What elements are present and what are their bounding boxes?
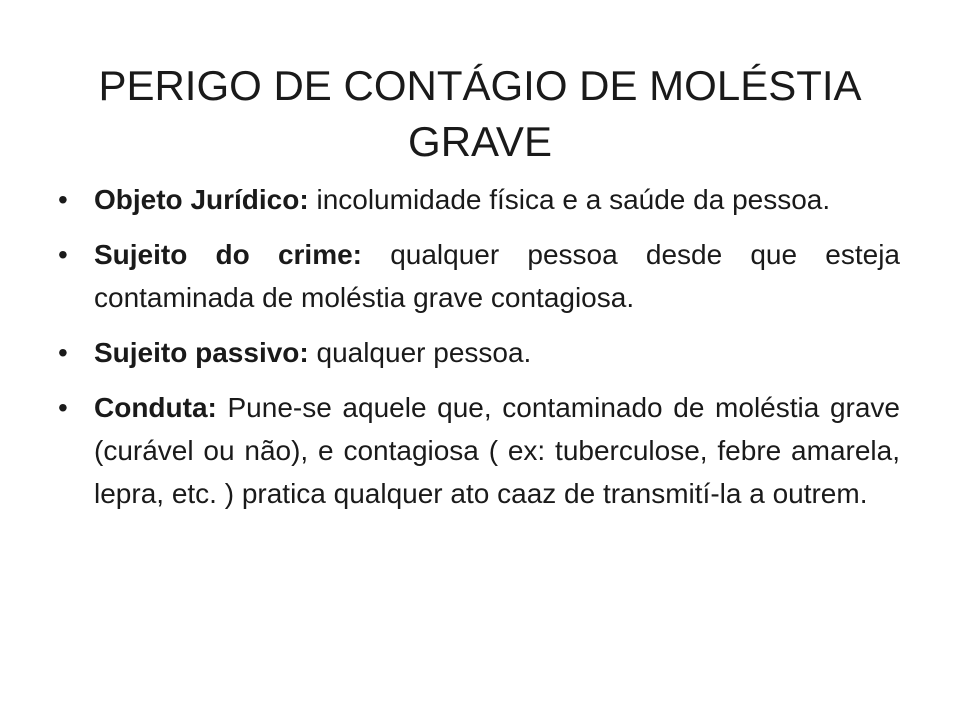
bullet-text: Pune-se aquele que, contaminado de moléstia grave (curável ou não), e contagiosa ( ex: tuberculose, febre amarela, lepra, etc. ) pratica qualquer ato caaz de transmití-la a outrem. <box>94 392 900 509</box>
bullet-icon: • <box>58 184 68 215</box>
bullet-label: Conduta: <box>94 392 217 423</box>
bullet-text: qualquer pessoa desde que esteja contaminada de moléstia grave contagiosa. <box>94 239 900 313</box>
bullet-item-conduta <box>58 386 900 515</box>
bullet-text: qualquer pessoa. <box>308 337 532 368</box>
bullet-label: Sujeito passivo: <box>94 337 309 368</box>
bullet-item-sujeito-do-crime <box>58 233 900 319</box>
bullet-icon: • <box>58 239 68 270</box>
bullet-label: Objeto Jurídico: <box>94 184 309 215</box>
bullet-label: Sujeito do crime: <box>94 239 362 270</box>
slide-title: PERIGO DE CONTÁGIO DE MOLÉSTIA GRAVE <box>98 62 862 166</box>
bullet-item-objeto-juridico <box>58 178 900 221</box>
bullet-item-sujeito-passivo <box>58 331 900 374</box>
bullet-icon: • <box>58 337 68 368</box>
bullet-icon: • <box>58 392 68 423</box>
bullet-text: incolumidade física e a saúde da pessoa. <box>308 184 831 215</box>
bullet-list <box>58 178 900 527</box>
